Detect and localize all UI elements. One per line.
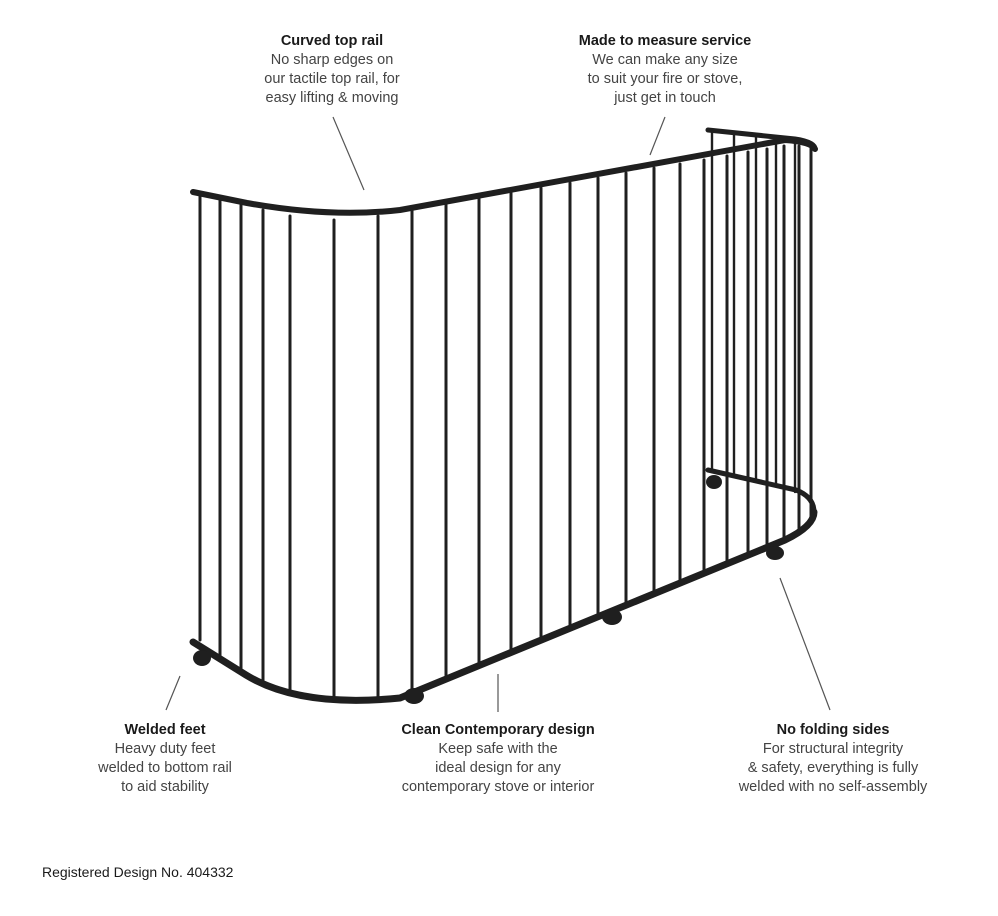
callout-no-folding-sides (718, 721, 948, 797)
callout-line: ideal design for any (435, 760, 561, 776)
callout-heading: Curved top rail (280, 33, 384, 49)
registered-design-note: Registered Design No. 404332 (42, 864, 234, 880)
foot (193, 650, 211, 666)
callout-line: just get in touch (614, 90, 716, 106)
callout-line: our tactile top rail, for (264, 71, 400, 87)
callout-line: We can make any size (592, 52, 738, 68)
foot (404, 688, 424, 704)
callout-line: For structural integrity (762, 741, 904, 757)
callout-line: welded to bottom rail (98, 760, 232, 776)
callout-line: contemporary stove or interior (401, 779, 595, 795)
leader-measure (650, 117, 665, 155)
callout-line: Heavy duty feet (114, 741, 216, 757)
callout-heading: No folding sides (776, 722, 890, 738)
callout-line: to aid stability (121, 779, 209, 795)
guard-bars (200, 131, 811, 698)
bottom-rail (193, 512, 814, 700)
callout-line: to suit your fire or stove, (587, 71, 743, 87)
callout-line: welded with no self-assembly (738, 779, 928, 795)
callout-line: No sharp edges on (270, 52, 394, 68)
foot (706, 475, 722, 489)
guard-frame (193, 130, 815, 700)
callout-made-to-measure (545, 32, 785, 108)
foot (602, 609, 622, 625)
leader-top-rail (333, 117, 364, 190)
callout-heading: Clean Contemporary design (401, 722, 595, 738)
callout-heading: Welded feet (124, 722, 206, 738)
callout-line: & safety, everything is fully (747, 760, 919, 776)
callout-line: Keep safe with the (438, 741, 558, 757)
top-rail (193, 140, 815, 213)
leader-feet (166, 676, 180, 710)
callout-line: easy lifting & moving (265, 90, 399, 106)
foot (766, 546, 784, 560)
callout-curved-top-rail (232, 32, 432, 108)
leader-folding (780, 578, 830, 710)
callout-welded-feet (70, 721, 260, 797)
callout-heading: Made to measure service (578, 33, 752, 49)
callout-clean-design (378, 721, 618, 797)
welded-feet (193, 475, 784, 704)
